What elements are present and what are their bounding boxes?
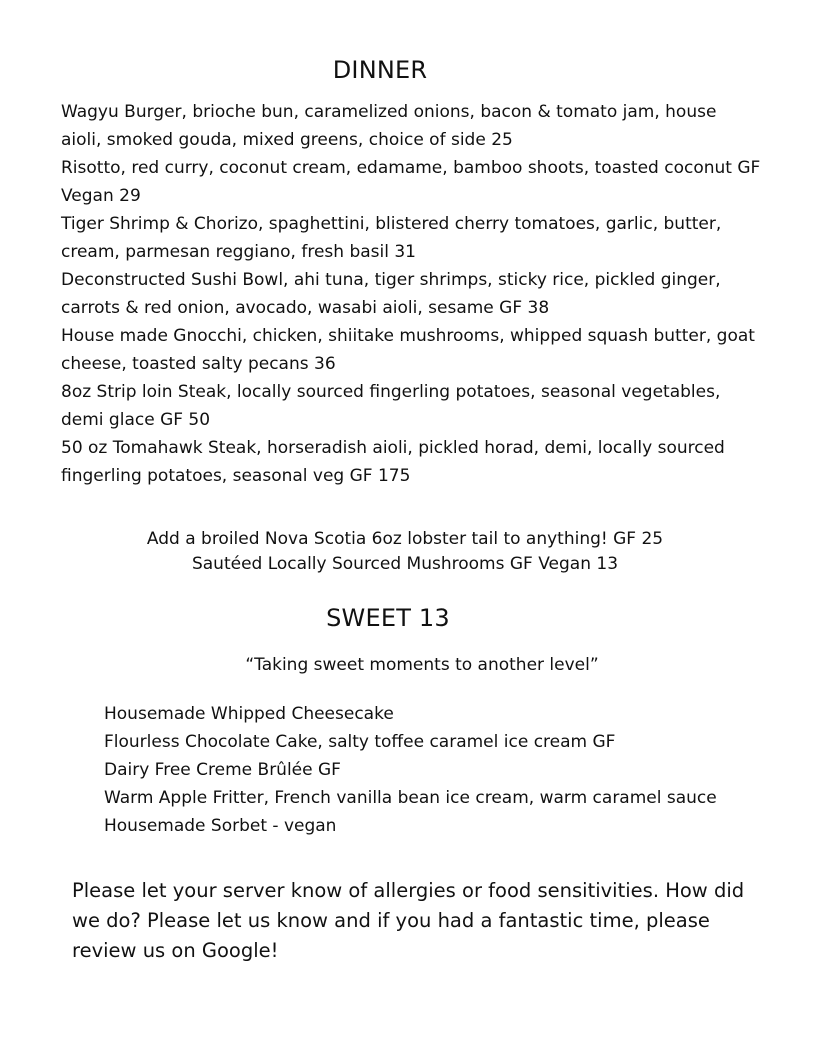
menu-item-tomahawk: 50 oz Tomahawk Steak, horseradish aioli, pickled horad, demi, locally sourced fingerling potatoes, seasonal veg GF 175 (61, 438, 725, 486)
dessert-item: Housemade Whipped Cheesecake (104, 704, 394, 724)
sweet-list (104, 700, 764, 840)
menu-item-wagyu-burger: Wagyu Burger, brioche bun, caramelized onions, bacon & tomato jam, house aioli, smoked gouda, mixed greens, choice of side 25 (61, 102, 717, 150)
addon-mushrooms: Sautéed Locally Sourced Mushrooms GF Vegan 13 (191, 554, 619, 574)
sweet-tagline: “Taking sweet moments to another level” (245, 655, 599, 675)
dinner-addons (0, 527, 816, 577)
dessert-item: Warm Apple Fritter, French vanilla bean ice cream, warm caramel sauce (104, 788, 717, 808)
dessert-item: Dairy Free Creme Brûlée GF (104, 760, 341, 780)
menu-item-sushi-bowl: Deconstructed Sushi Bowl, ahi tuna, tiger shrimps, sticky rice, pickled ginger, carrots & red onion, avocado, wasabi aioli, sesame GF 38 (61, 270, 721, 318)
menu-item-strip-loin: 8oz Strip loin Steak, locally sourced fingerling potatoes, seasonal vegetables, demi glace GF 50 (61, 382, 721, 430)
dinner-list (61, 98, 761, 490)
menu-item-risotto: Risotto, red curry, coconut cream, edamame, bamboo shoots, toasted coconut GF Vegan 29 (61, 158, 761, 206)
sweet-tagline-wrap (0, 653, 816, 677)
addon-lobster-tail: Add a broiled Nova Scotia 6oz lobster tail to anything! GF 25 (146, 529, 664, 549)
dinner-heading: DINNER (332, 56, 428, 84)
dessert-item: Flourless Chocolate Cake, salty toffee caramel ice cream GF (104, 732, 616, 752)
sweet-heading: SWEET 13 (326, 604, 450, 632)
menu-item-tiger-shrimp-chorizo: Tiger Shrimp & Chorizo, spaghettini, blistered cherry tomatoes, garlic, butter, cream, parmesan reggiano, fresh basil 31 (61, 214, 722, 262)
dessert-item: Housemade Sorbet - vegan (104, 816, 337, 836)
menu-item-gnocchi: House made Gnocchi, chicken, shiitake mushrooms, whipped squash butter, goat cheese, toasted salty pecans 36 (61, 326, 755, 374)
allergy-review-note: Please let your server know of allergies or food sensitivities. How did we do? Please let us know and if you had a fantastic time, please review us on Google! (72, 879, 745, 962)
